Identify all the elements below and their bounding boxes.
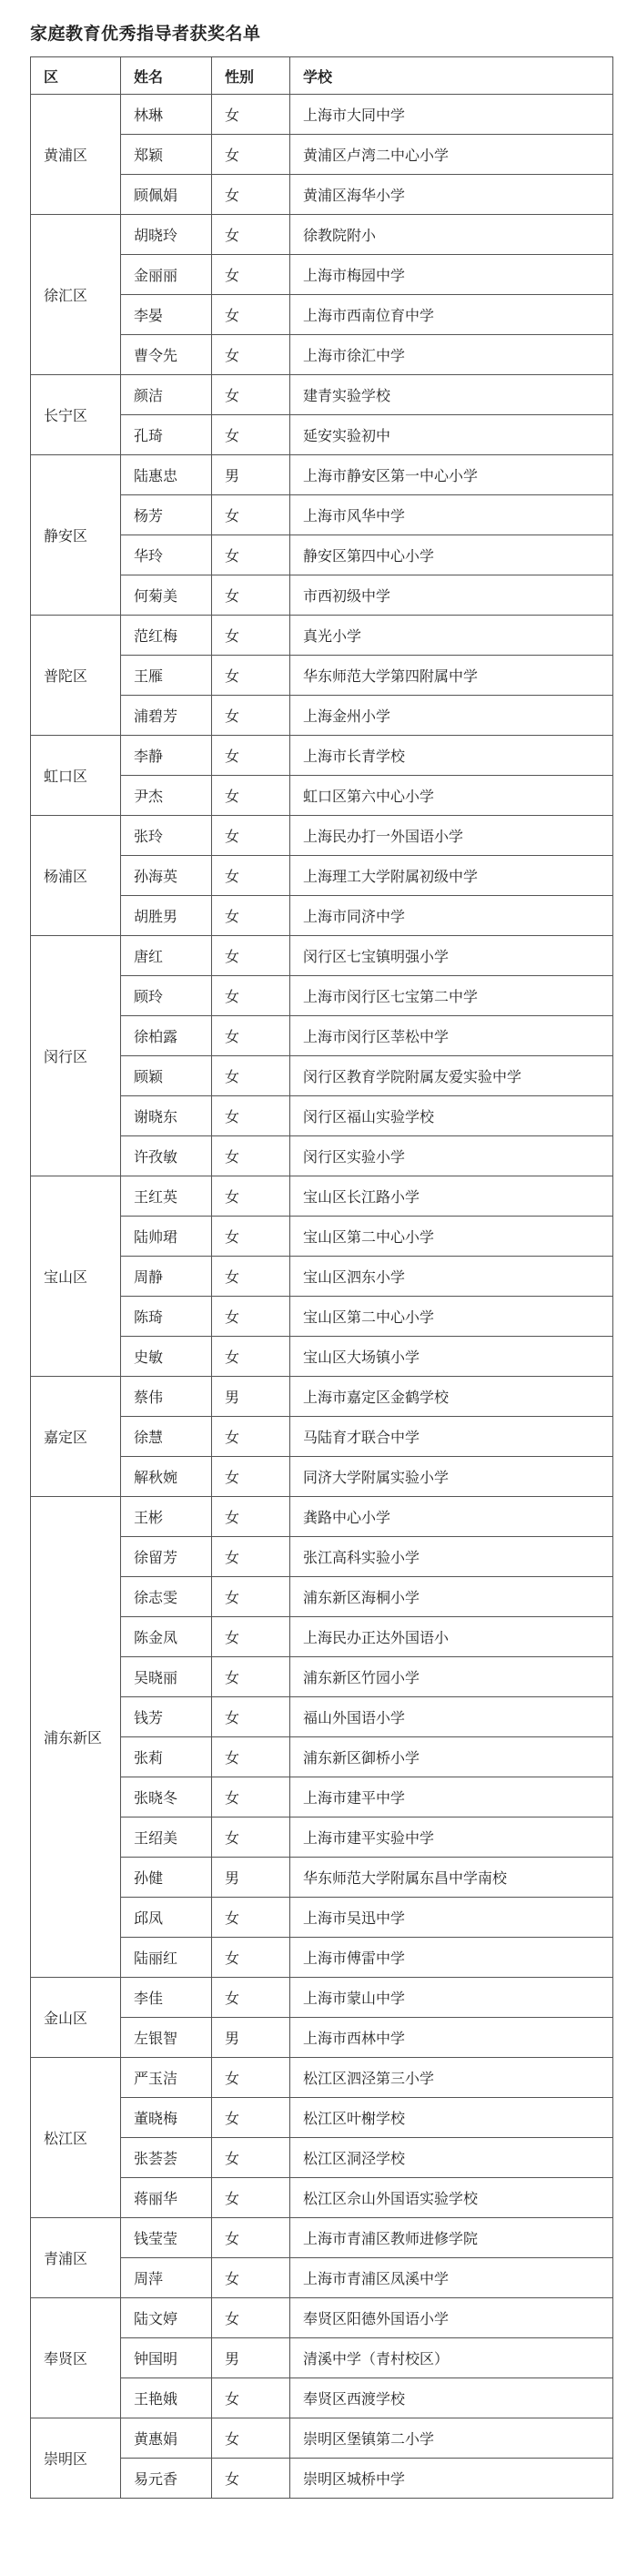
school-cell: 上海金州小学 [290, 696, 613, 736]
school-cell: 上海市西南位育中学 [290, 295, 613, 335]
district-cell: 虹口区 [31, 736, 121, 816]
gender-cell: 女 [212, 1657, 290, 1697]
name-cell: 易元香 [121, 2459, 212, 2499]
gender-cell: 女 [212, 1056, 290, 1096]
name-cell: 杨芳 [121, 495, 212, 535]
name-cell: 王彬 [121, 1497, 212, 1537]
school-cell: 奉贤区西渡学校 [290, 2378, 613, 2418]
school-cell: 福山外国语小学 [290, 1697, 613, 1737]
gender-cell: 女 [212, 1257, 290, 1297]
name-cell: 吴晓丽 [121, 1657, 212, 1697]
district-cell: 青浦区 [31, 2218, 121, 2298]
table-row [31, 736, 613, 776]
name-cell: 曹令先 [121, 335, 212, 375]
school-cell: 上海市青浦区教师进修学院 [290, 2218, 613, 2258]
name-cell: 谢晓东 [121, 1096, 212, 1136]
district-cell: 崇明区 [31, 2418, 121, 2499]
school-cell: 松江区叶榭学校 [290, 2098, 613, 2138]
gender-cell: 女 [212, 1497, 290, 1537]
school-cell: 上海民办打一外国语小学 [290, 816, 613, 856]
name-cell: 许孜敏 [121, 1136, 212, 1176]
school-cell: 清溪中学（青村校区） [290, 2338, 613, 2378]
school-cell: 宝山区泗东小学 [290, 1257, 613, 1297]
school-cell: 华东师范大学附属东昌中学南校 [290, 1858, 613, 1898]
school-cell: 上海市同济中学 [290, 896, 613, 936]
header-name: 姓名 [121, 57, 212, 95]
name-cell: 徐留芳 [121, 1537, 212, 1577]
table-row [31, 1497, 613, 1537]
gender-cell: 女 [212, 2218, 290, 2258]
gender-cell: 女 [212, 1737, 290, 1777]
name-cell: 钱莹莹 [121, 2218, 212, 2258]
name-cell: 金丽丽 [121, 255, 212, 295]
gender-cell: 男 [212, 1858, 290, 1898]
school-cell: 宝山区长江路小学 [290, 1176, 613, 1217]
name-cell: 周静 [121, 1257, 212, 1297]
district-cell: 闵行区 [31, 936, 121, 1176]
table-row [31, 375, 613, 415]
name-cell: 范红梅 [121, 616, 212, 656]
gender-cell: 女 [212, 215, 290, 255]
table-row [31, 455, 613, 495]
gender-cell: 女 [212, 1297, 290, 1337]
award-table [30, 56, 613, 2499]
gender-cell: 女 [212, 2178, 290, 2218]
school-cell: 上海市闵行区七宝第二中学 [290, 976, 613, 1016]
school-cell: 上海市吴迅中学 [290, 1898, 613, 1938]
name-cell: 徐慧 [121, 1417, 212, 1457]
name-cell: 华玲 [121, 535, 212, 575]
table-row [31, 936, 613, 976]
gender-cell: 女 [212, 1898, 290, 1938]
district-cell: 长宁区 [31, 375, 121, 455]
school-cell: 静安区第四中心小学 [290, 535, 613, 575]
name-cell: 张莉 [121, 1737, 212, 1777]
gender-cell: 女 [212, 896, 290, 936]
school-cell: 宝山区大场镇小学 [290, 1337, 613, 1377]
gender-cell: 女 [212, 1978, 290, 2018]
gender-cell: 女 [212, 1938, 290, 1978]
district-cell: 徐汇区 [31, 215, 121, 375]
school-cell: 浦东新区海桐小学 [290, 1577, 613, 1617]
name-cell: 蔡伟 [121, 1377, 212, 1417]
school-cell: 市西初级中学 [290, 575, 613, 616]
name-cell: 颜洁 [121, 375, 212, 415]
name-cell: 解秋婉 [121, 1457, 212, 1497]
school-cell: 上海市建平实验中学 [290, 1817, 613, 1858]
gender-cell: 女 [212, 1016, 290, 1056]
gender-cell: 女 [212, 1817, 290, 1858]
gender-cell: 女 [212, 255, 290, 295]
school-cell: 浦东新区御桥小学 [290, 1737, 613, 1777]
school-cell: 崇明区城桥中学 [290, 2459, 613, 2499]
name-cell: 唐红 [121, 936, 212, 976]
name-cell: 张晓冬 [121, 1777, 212, 1817]
table-row [31, 816, 613, 856]
name-cell: 徐柏露 [121, 1016, 212, 1056]
gender-cell: 女 [212, 2298, 290, 2338]
name-cell: 黄惠娟 [121, 2418, 212, 2459]
name-cell: 胡晓玲 [121, 215, 212, 255]
school-cell: 闵行区七宝镇明强小学 [290, 936, 613, 976]
gender-cell: 女 [212, 2258, 290, 2298]
gender-cell: 女 [212, 2378, 290, 2418]
school-cell: 上海市建平中学 [290, 1777, 613, 1817]
name-cell: 史敏 [121, 1337, 212, 1377]
school-cell: 闵行区福山实验学校 [290, 1096, 613, 1136]
table-row [31, 1978, 613, 2018]
gender-cell: 女 [212, 1617, 290, 1657]
gender-cell: 女 [212, 375, 290, 415]
gender-cell: 女 [212, 1136, 290, 1176]
district-cell: 奉贤区 [31, 2298, 121, 2418]
name-cell: 张荟荟 [121, 2138, 212, 2178]
name-cell: 王雁 [121, 656, 212, 696]
header-gender: 性别 [212, 57, 290, 95]
name-cell: 王绍美 [121, 1817, 212, 1858]
gender-cell: 女 [212, 1096, 290, 1136]
school-cell: 上海民办正达外国语小 [290, 1617, 613, 1657]
name-cell: 胡胜男 [121, 896, 212, 936]
gender-cell: 女 [212, 936, 290, 976]
gender-cell: 男 [212, 455, 290, 495]
school-cell: 上海市长青学校 [290, 736, 613, 776]
school-cell: 宝山区第二中心小学 [290, 1297, 613, 1337]
gender-cell: 女 [212, 1777, 290, 1817]
name-cell: 钱芳 [121, 1697, 212, 1737]
school-cell: 黄浦区卢湾二中心小学 [290, 135, 613, 175]
district-cell: 宝山区 [31, 1176, 121, 1377]
school-cell: 闵行区教育学院附属友爱实验中学 [290, 1056, 613, 1096]
gender-cell: 女 [212, 1457, 290, 1497]
school-cell: 上海市嘉定区金鹤学校 [290, 1377, 613, 1417]
school-cell: 上海市大同中学 [290, 95, 613, 135]
table-row [31, 1377, 613, 1417]
name-cell: 郑颖 [121, 135, 212, 175]
school-cell: 真光小学 [290, 616, 613, 656]
school-cell: 奉贤区阳德外国语小学 [290, 2298, 613, 2338]
school-cell: 龚路中心小学 [290, 1497, 613, 1537]
name-cell: 张玲 [121, 816, 212, 856]
name-cell: 李静 [121, 736, 212, 776]
table-row [31, 2298, 613, 2338]
gender-cell: 女 [212, 135, 290, 175]
name-cell: 顾颖 [121, 1056, 212, 1096]
district-cell: 普陀区 [31, 616, 121, 736]
table-row [31, 2058, 613, 2098]
gender-cell: 女 [212, 656, 290, 696]
school-cell: 上海市静安区第一中心小学 [290, 455, 613, 495]
district-cell: 浦东新区 [31, 1497, 121, 1978]
name-cell: 尹杰 [121, 776, 212, 816]
gender-cell: 女 [212, 1697, 290, 1737]
header-school: 学校 [290, 57, 613, 95]
name-cell: 顾佩娟 [121, 175, 212, 215]
gender-cell: 男 [212, 1377, 290, 1417]
name-cell: 王红英 [121, 1176, 212, 1217]
name-cell: 严玉洁 [121, 2058, 212, 2098]
name-cell: 李晏 [121, 295, 212, 335]
school-cell: 延安实验初中 [290, 415, 613, 455]
name-cell: 周萍 [121, 2258, 212, 2298]
name-cell: 陈金凤 [121, 1617, 212, 1657]
gender-cell: 女 [212, 736, 290, 776]
school-cell: 上海理工大学附属初级中学 [290, 856, 613, 896]
gender-cell: 女 [212, 2459, 290, 2499]
gender-cell: 女 [212, 2138, 290, 2178]
school-cell: 上海市闵行区莘松中学 [290, 1016, 613, 1056]
name-cell: 陆帅珺 [121, 1217, 212, 1257]
district-cell: 黄浦区 [31, 95, 121, 215]
gender-cell: 女 [212, 575, 290, 616]
gender-cell: 女 [212, 696, 290, 736]
gender-cell: 女 [212, 175, 290, 215]
table-row [31, 616, 613, 656]
gender-cell: 女 [212, 335, 290, 375]
gender-cell: 女 [212, 976, 290, 1016]
district-cell: 金山区 [31, 1978, 121, 2058]
name-cell: 孙海英 [121, 856, 212, 896]
school-cell: 华东师范大学第四附属中学 [290, 656, 613, 696]
school-cell: 上海市蒙山中学 [290, 1978, 613, 2018]
gender-cell: 男 [212, 2338, 290, 2378]
gender-cell: 女 [212, 816, 290, 856]
district-cell: 杨浦区 [31, 816, 121, 936]
name-cell: 林琳 [121, 95, 212, 135]
name-cell: 陆文婷 [121, 2298, 212, 2338]
school-cell: 上海市徐汇中学 [290, 335, 613, 375]
name-cell: 何菊美 [121, 575, 212, 616]
school-cell: 建青实验学校 [290, 375, 613, 415]
table-row [31, 215, 613, 255]
name-cell: 钟国明 [121, 2338, 212, 2378]
gender-cell: 女 [212, 1217, 290, 1257]
gender-cell: 女 [212, 95, 290, 135]
gender-cell: 女 [212, 776, 290, 816]
name-cell: 董晓梅 [121, 2098, 212, 2138]
school-cell: 上海市青浦区凤溪中学 [290, 2258, 613, 2298]
page-title: 家庭教育优秀指导者获奖名单 [30, 24, 261, 44]
gender-cell: 女 [212, 1337, 290, 1377]
district-cell: 静安区 [31, 455, 121, 616]
name-cell: 王艳娥 [121, 2378, 212, 2418]
school-cell: 黄浦区海华小学 [290, 175, 613, 215]
gender-cell: 女 [212, 415, 290, 455]
school-cell: 上海市梅园中学 [290, 255, 613, 295]
gender-cell: 女 [212, 2418, 290, 2459]
school-cell: 虹口区第六中心小学 [290, 776, 613, 816]
gender-cell: 男 [212, 2018, 290, 2058]
name-cell: 浦碧芳 [121, 696, 212, 736]
header-row [31, 57, 613, 95]
table-row [31, 1176, 613, 1217]
school-cell: 崇明区堡镇第二小学 [290, 2418, 613, 2459]
school-cell: 闵行区实验小学 [290, 1136, 613, 1176]
gender-cell: 女 [212, 1577, 290, 1617]
gender-cell: 女 [212, 856, 290, 896]
school-cell: 上海市西林中学 [290, 2018, 613, 2058]
school-cell: 张江高科实验小学 [290, 1537, 613, 1577]
school-cell: 宝山区第二中心小学 [290, 1217, 613, 1257]
name-cell: 陈琦 [121, 1297, 212, 1337]
name-cell: 陆丽红 [121, 1938, 212, 1978]
name-cell: 邱凤 [121, 1898, 212, 1938]
school-cell: 上海市傅雷中学 [290, 1938, 613, 1978]
district-cell: 松江区 [31, 2058, 121, 2218]
gender-cell: 女 [212, 295, 290, 335]
table-row [31, 2418, 613, 2459]
school-cell: 松江区洞泾学校 [290, 2138, 613, 2178]
school-cell: 同济大学附属实验小学 [290, 1457, 613, 1497]
gender-cell: 女 [212, 616, 290, 656]
school-cell: 上海市风华中学 [290, 495, 613, 535]
gender-cell: 女 [212, 1176, 290, 1217]
name-cell: 李佳 [121, 1978, 212, 2018]
name-cell: 孔琦 [121, 415, 212, 455]
gender-cell: 女 [212, 1537, 290, 1577]
name-cell: 孙健 [121, 1858, 212, 1898]
school-cell: 松江区泗泾第三小学 [290, 2058, 613, 2098]
table-row [31, 95, 613, 135]
table-body [31, 95, 613, 2499]
gender-cell: 女 [212, 2098, 290, 2138]
table-row [31, 2218, 613, 2258]
header-district: 区 [31, 57, 121, 95]
school-cell: 松江区佘山外国语实验学校 [290, 2178, 613, 2218]
name-cell: 徐志雯 [121, 1577, 212, 1617]
gender-cell: 女 [212, 1417, 290, 1457]
name-cell: 左银智 [121, 2018, 212, 2058]
gender-cell: 女 [212, 495, 290, 535]
school-cell: 徐教院附小 [290, 215, 613, 255]
gender-cell: 女 [212, 2058, 290, 2098]
name-cell: 顾玲 [121, 976, 212, 1016]
school-cell: 浦东新区竹园小学 [290, 1657, 613, 1697]
name-cell: 陆惠忠 [121, 455, 212, 495]
school-cell: 马陆育才联合中学 [290, 1417, 613, 1457]
district-cell: 嘉定区 [31, 1377, 121, 1497]
name-cell: 蒋丽华 [121, 2178, 212, 2218]
gender-cell: 女 [212, 535, 290, 575]
